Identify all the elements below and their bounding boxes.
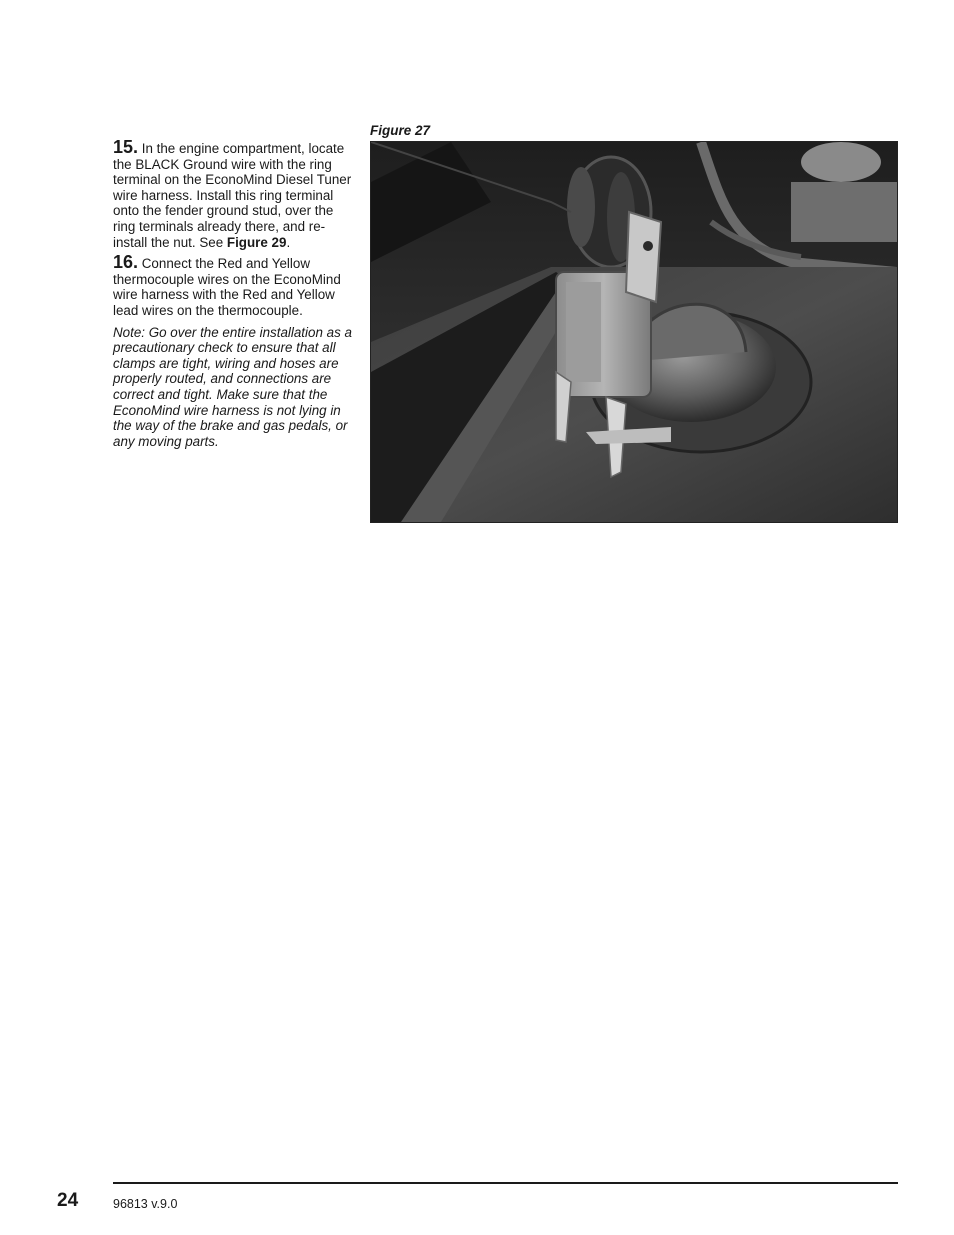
figure-caption: Figure 27 <box>370 123 431 138</box>
step-number: 15. <box>113 137 139 157</box>
instructions-column <box>113 137 358 449</box>
step-number: 16. <box>113 252 139 273</box>
figure-reference: Figure 29 <box>226 234 287 250</box>
step-15 <box>113 137 358 250</box>
step-text: Connect the Red and Yellow thermocouple wires on the EconoMind wire harness with the Red and Yellow lead wires on the thermocouple. <box>113 256 341 318</box>
figure-photo <box>370 141 898 523</box>
footer-rule <box>113 1182 898 1184</box>
installation-note: Note: Go over the entire installation as a precautionary check to ensure that all clamps are tight, wiring and hoses are properly routed, and connections are correct and tight. Make sure that the EconoMind wire harness is not lying in the way of the brake and gas pedals, or any moving parts. <box>113 324 352 449</box>
step-16 <box>113 252 358 318</box>
step-text-tail: . <box>286 234 291 250</box>
step-text: In the engine compartment, locate the BLACK Ground wire with the ring terminal on the EconoMind Diesel Tuner wire harness. Install this ring terminal onto the fender ground stud, over the ring terminals already there, and re-install the nut. See <box>113 141 352 250</box>
page-number: 24 <box>57 1190 79 1211</box>
document-version: 96813 v.9.0 <box>113 1197 178 1211</box>
photo-illustration <box>371 142 897 522</box>
